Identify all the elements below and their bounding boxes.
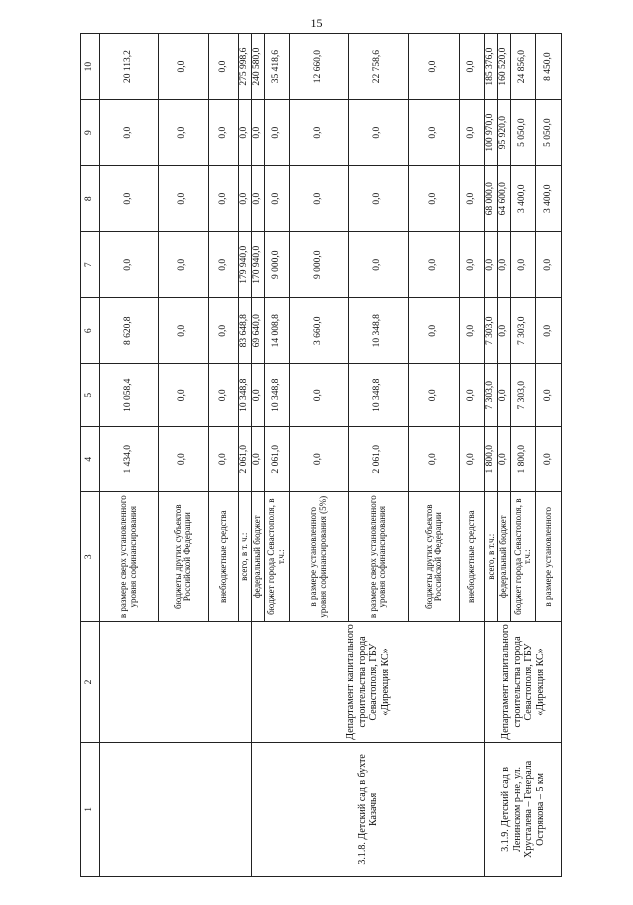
col-num-1: 1 [81, 742, 100, 876]
value-cell: 0,0 [209, 232, 239, 298]
value-cell: 0,0 [459, 364, 484, 427]
value-cell: 0,0 [409, 34, 460, 100]
value-cell: 2 061,0 [348, 427, 409, 492]
value-cell: 0,0 [209, 100, 239, 166]
value-cell: 1 800,0 [485, 427, 498, 492]
funding-source: внебюджетные средства [209, 492, 239, 622]
value-cell: 0,0 [290, 364, 348, 427]
executor-319: Департамент капитального строительства города Севастополя, ГБУ «Дирекция КС» [485, 622, 562, 743]
value-cell: 0,0 [290, 427, 348, 492]
value-cell: 275 998,6 [239, 34, 252, 100]
value-cell: 0,0 [348, 100, 409, 166]
value-cell: 0,0 [264, 166, 289, 232]
table-row [100, 34, 158, 877]
funding-source: в размере установленного [536, 492, 562, 622]
value-cell: 7 303,0 [510, 298, 535, 364]
value-cell: 7 303,0 [510, 364, 535, 427]
table-row [251, 34, 264, 877]
value-cell: 5 050,0 [510, 100, 535, 166]
value-cell: 0,0 [209, 34, 239, 100]
value-cell: 10 348,8 [348, 364, 409, 427]
value-cell: 10 348,8 [348, 298, 409, 364]
value-cell: 0,0 [239, 166, 252, 232]
col-num-10: 10 [81, 34, 100, 100]
value-cell: 0,0 [459, 34, 484, 100]
value-cell: 0,0 [348, 232, 409, 298]
value-cell: 0,0 [536, 364, 562, 427]
value-cell: 0,0 [251, 166, 264, 232]
executor-318: Департамент капитального строительства города Севастополя, ГБУ «Дирекция КС» [251, 622, 485, 743]
value-cell: 3 400,0 [536, 166, 562, 232]
funding-source: в размере сверх установленного уровня софинансирования [348, 492, 409, 622]
value-cell: 0,0 [264, 100, 289, 166]
value-cell: 0,0 [498, 364, 511, 427]
value-cell: 14 008,8 [264, 298, 289, 364]
value-cell: 68 000,0 [485, 166, 498, 232]
value-cell: 0,0 [498, 232, 511, 298]
funding-source: в размере установленного уровня софинансирования (5%) [290, 492, 348, 622]
value-cell: 95 920,0 [498, 100, 511, 166]
value-cell: 0,0 [158, 34, 209, 100]
value-cell: 0,0 [409, 298, 460, 364]
funding-source: в размере сверх установленного уровня софинансирования [100, 492, 158, 622]
header-row [81, 34, 100, 877]
value-cell: 1 434,0 [100, 427, 158, 492]
value-cell: 8 620,8 [100, 298, 158, 364]
value-cell: 0,0 [251, 427, 264, 492]
col-num-4: 4 [81, 427, 100, 492]
value-cell: 0,0 [459, 298, 484, 364]
value-cell: 7 303,0 [485, 364, 498, 427]
value-cell: 0,0 [409, 100, 460, 166]
col-num-8: 8 [81, 166, 100, 232]
value-cell: 0,0 [100, 100, 158, 166]
funding-source: федеральный бюджет [498, 492, 511, 622]
value-cell: 0,0 [158, 232, 209, 298]
value-cell: 9 000,0 [290, 232, 348, 298]
value-cell: 2 061,0 [264, 427, 289, 492]
value-cell: 0,0 [290, 100, 348, 166]
value-cell: 0,0 [536, 298, 562, 364]
value-cell: 3 660,0 [290, 298, 348, 364]
value-cell: 0,0 [251, 100, 264, 166]
object-name-318: 3.1.8. Детский сад в бухте Казачья [251, 742, 485, 876]
value-cell: 0,0 [409, 166, 460, 232]
value-cell: 0,0 [510, 232, 535, 298]
value-cell: 0,0 [459, 427, 484, 492]
value-cell: 0,0 [158, 364, 209, 427]
value-cell: 0,0 [158, 166, 209, 232]
value-cell: 10 348,8 [264, 364, 289, 427]
value-cell: 3 400,0 [510, 166, 535, 232]
value-cell: 0,0 [100, 232, 158, 298]
value-cell: 0,0 [209, 364, 239, 427]
col-num-6: 6 [81, 298, 100, 364]
value-cell: 64 600,0 [498, 166, 511, 232]
funding-source: бюджеты других субъектов Российской Федерации [158, 492, 209, 622]
funding-source: федеральный бюджет [251, 492, 264, 622]
value-cell: 240 580,0 [251, 34, 264, 100]
col-num-7: 7 [81, 232, 100, 298]
value-cell: 0,0 [158, 100, 209, 166]
funding-source: всего, в т.ч.: [485, 492, 498, 622]
value-cell: 185 376,0 [485, 34, 498, 100]
value-cell: 22 758,6 [348, 34, 409, 100]
value-cell: 179 940,0 [239, 232, 252, 298]
value-cell: 160 520,0 [498, 34, 511, 100]
value-cell: 8 450,0 [536, 34, 562, 100]
object-name-319: 3.1.9. Детский сад в Ленинском р-не, ул. Хрусталева – Генерала Острякова – 5 км [485, 742, 562, 876]
value-cell: 83 648,8 [239, 298, 252, 364]
value-cell: 0,0 [290, 166, 348, 232]
value-cell: 12 660,0 [290, 34, 348, 100]
value-cell: 0,0 [459, 232, 484, 298]
value-cell: 0,0 [209, 427, 239, 492]
value-cell: 0,0 [409, 364, 460, 427]
value-cell: 0,0 [498, 427, 511, 492]
page-number: 15 [310, 16, 323, 30]
value-cell: 0,0 [459, 100, 484, 166]
executor-cell-empty [100, 622, 252, 743]
funding-source: бюджеты других субъектов Российской Федерации [409, 492, 460, 622]
budget-table [80, 33, 562, 877]
value-cell: 100 970,0 [485, 100, 498, 166]
funding-source: бюджет города Севастополя, в т.ч.: [510, 492, 535, 622]
value-cell: 0,0 [409, 427, 460, 492]
value-cell: 10 058,4 [100, 364, 158, 427]
value-cell: 0,0 [209, 298, 239, 364]
value-cell: 5 050,0 [536, 100, 562, 166]
value-cell: 170 940,0 [251, 232, 264, 298]
value-cell: 35 418,6 [264, 34, 289, 100]
col-num-2: 2 [81, 622, 100, 743]
funding-source: внебюджетные средства [459, 492, 484, 622]
funding-source: бюджет города Севастополя, в т.ч.: [264, 492, 289, 622]
value-cell: 10 348,8 [239, 364, 252, 427]
value-cell: 0,0 [239, 100, 252, 166]
col-num-9: 9 [81, 100, 100, 166]
value-cell: 0,0 [498, 298, 511, 364]
funding-source: всего, в т. ч.: [239, 492, 252, 622]
col-num-5: 5 [81, 364, 100, 427]
value-cell: 0,0 [158, 298, 209, 364]
value-cell: 0,0 [251, 364, 264, 427]
object-cell-empty [100, 742, 252, 876]
value-cell: 2 061,0 [239, 427, 252, 492]
budget-table-rotated [80, 33, 562, 877]
value-cell: 7 303,0 [485, 298, 498, 364]
value-cell: 24 856,0 [510, 34, 535, 100]
value-cell: 0,0 [485, 232, 498, 298]
value-cell: 20 113,2 [100, 34, 158, 100]
value-cell: 0,0 [209, 166, 239, 232]
value-cell: 0,0 [459, 166, 484, 232]
col-num-3: 3 [81, 492, 100, 622]
table-row [485, 34, 498, 877]
value-cell: 0,0 [100, 166, 158, 232]
value-cell: 69 640,0 [251, 298, 264, 364]
value-cell: 0,0 [158, 427, 209, 492]
value-cell: 9 000,0 [264, 232, 289, 298]
value-cell: 0,0 [409, 232, 460, 298]
value-cell: 0,0 [536, 427, 562, 492]
value-cell: 0,0 [348, 166, 409, 232]
value-cell: 1 800,0 [510, 427, 535, 492]
value-cell: 0,0 [536, 232, 562, 298]
